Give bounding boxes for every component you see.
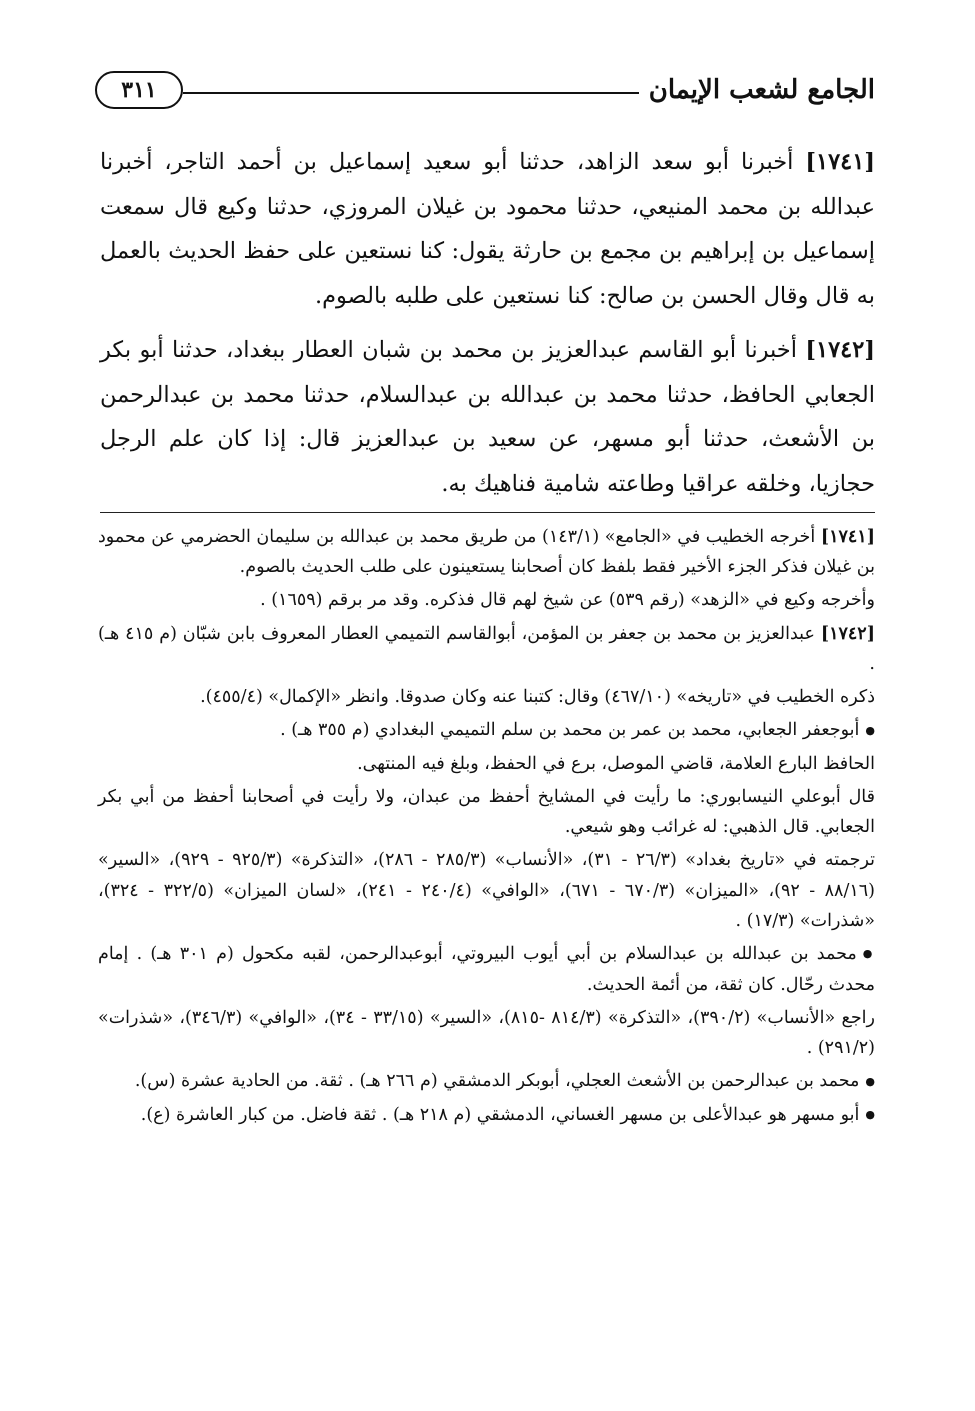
note-1742	[98, 619, 875, 679]
note-bullet-birawqi: ● محمد بن عبدالله بن عبدالسلام بن أبي أيوب البيروتي، أبوعبدالرحمن، لقبه مكحول (م ٣٠١ هـ) . إمام محدث رحّال. كان ثقة، من أئمة الحديث.	[98, 939, 875, 1000]
hadith-text: أخبرنا أبو القاسم عبدالعزيز بن محمد بن شبان العطار ببغداد، حدثنا أبو بكر الجعابي الحافظ، حدثنا محمد بن عبدالله بن عبدالسلام، حدثنا محمد بن عبدالرحمن بن الأشعث، حدثنا أبو مسهر، عن سعيد بن عبدالعزيز قال: إذا كان علم الرجل حجازيا، وخلقه عراقيا وطاعته شامية فناهيك به.	[100, 337, 875, 497]
hadith-text: أخبرنا أبو سعد الزاهد، حدثنا أبو سعيد إسماعيل بن أحمد التاجر، أخبرنا عبدالله بن محمد المنيعي، حدثنا محمود بن غيلان المروزي، حدثنا وكيع قال سمعت إسماعيل بن إبراهيم بن مجمع بن حارثة يقول: كنا نستعين على حفظ الحديث بالعمل به قال وقال الحسن بن صالح: كنا نستعين على طلبه بالصوم.	[100, 149, 875, 309]
footnote-divider	[100, 512, 875, 513]
page-number: ٣١١	[95, 71, 183, 109]
hadith-number: [١٧٤٢]	[805, 337, 875, 363]
note-jaabi-refs: ترجمته في «تاريخ بغداد» (٢٦/٣ - ٣١)، «الأنساب» (٢٨٥/٣ - ٢٨٦)، «التذكرة» (٩٢٥/٣ - ٩٢٩)، «السير» (٨٨/١٦ - ٩٢)، «الميزان» (٦٧٠/٣ - ٦٧١)، «الوافي» (٢٤٠/٤ - ٢٤١)، «لسان الميزان» (٣٢٢/٥ - ٣٢٤)، «شذرات» (١٧/٣) .	[98, 850, 875, 931]
note-text: أخرجه الخطيب في «الجامع» (١٤٣/١) من طريق محمد بن عبدالله بن سليمان الحضرمي عن محمود بن غيلان فذكر الجزء الأخير فقط بلفظ كان أصحابنا يستعينون على طلب الحديث بالصوم.	[98, 527, 875, 578]
note-jaabi-quote: قال أبوعلي النيسابوري: ما رأيت في المشايخ أحفظ من عبدان، ولا رأيت في أصحابنا أحفظ من أبي بكر الجعابي. قال الذهبي: له غرائب وهو شيعي.	[98, 787, 875, 838]
hadith-1742	[100, 328, 875, 506]
footnotes	[98, 522, 875, 1133]
note-bullet-ashath: ● محمد بن عبدالرحمن بن الأشعث العجلي، أبوبكر الدمشقي (م ٢٦٦ هـ) . ثقة. من الحادية عشرة (س).	[98, 1066, 875, 1097]
note-1741-waki: وأخرجه وكيع في «الزهد» (رقم ٥٣٩) عن شيخ لهم قال فذكره. وقد مر برقم (١٦٥٩) .	[260, 590, 875, 611]
hadith-number: [١٧٤١]	[805, 149, 875, 175]
running-title: الجامع لشعب الإيمان	[648, 75, 875, 105]
note-number: [١٧٤١]	[820, 527, 875, 547]
note-1742-khatib: ذكره الخطيب في «تاريخه» (٤٦٧/١٠) وقال: كتبنا عنه وكان صدوقا. وانظر «الإكمال» (٤٥٥/٤).	[200, 687, 875, 708]
note-number: [١٧٤٢]	[820, 623, 875, 644]
note-1741	[98, 522, 875, 582]
note-jaabi-desc: الحافظ البارع العلامة، قاضي الموصل، برع في الحفظ، وبلغ فيه المنتهى.	[357, 753, 875, 774]
note-bullet-jaabi: ● أبوجعفر الجعابي، محمد بن عمر بن محمد بن سلم التميمي البغدادي (م ٣٥٥ هـ) .	[98, 715, 875, 746]
note-birawqi-refs: راجع «الأنساب» (٣٩٠/٢)، «التذكرة» (٨١٤/٣ -٨١٥)، «السير» (٣٣/١٥ - ٣٤)، «الوافي» (٣٤٦/٣)، «شذرات» (٢٩١/٢) .	[98, 1007, 875, 1059]
note-text: عبدالعزيز بن محمد بن جعفر بن المؤمن، أبوالقاسم التميمي العطار المعروف بابن شبّان (م ٤١٥ هـ) .	[98, 623, 875, 674]
page-header	[95, 60, 875, 120]
note-bullet-mushir: ● أبو مسهر هو عبدالأعلى بن مسهر الغساني، الدمشقي (م ٢١٨ هـ) . ثقة فاضل. من كبار العاشرة (ع).	[98, 1100, 875, 1131]
main-text	[100, 140, 875, 516]
hadith-1741	[100, 140, 875, 318]
header-rule	[183, 92, 639, 94]
